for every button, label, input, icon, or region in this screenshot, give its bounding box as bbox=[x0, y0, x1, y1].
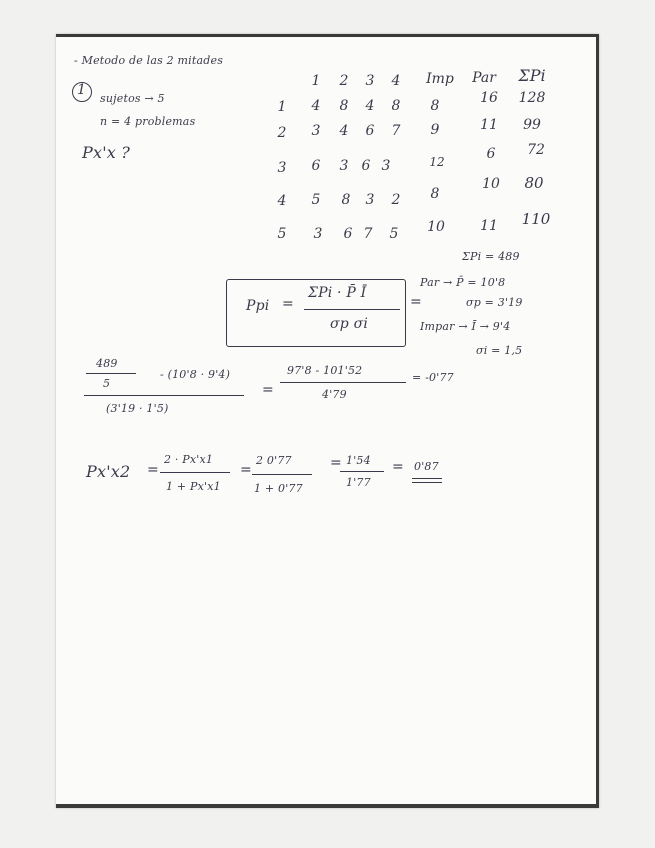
calc1-mid-num: 97'8 - 101'52 bbox=[287, 364, 363, 377]
row-id: 2 bbox=[277, 125, 287, 141]
table-cell: 2 bbox=[391, 192, 401, 208]
calc2-f2-num: 2 0'77 bbox=[256, 454, 292, 467]
col-header: 1 bbox=[311, 73, 321, 89]
table-cell: 10 bbox=[482, 176, 500, 192]
col-header: ΣPi bbox=[518, 66, 546, 85]
table-cell: 11 bbox=[480, 117, 498, 133]
question: Px'x ? bbox=[82, 143, 131, 162]
problem-number: 1 bbox=[77, 82, 87, 98]
table-cell: 3 bbox=[381, 158, 391, 174]
calc2-f2-bar bbox=[252, 474, 312, 475]
result-underline-1 bbox=[412, 478, 442, 479]
table-cell: 6 bbox=[361, 158, 371, 174]
table-cell: 6 bbox=[311, 158, 321, 174]
calc1-denominator: (3'19 · 1'5) bbox=[106, 402, 169, 415]
table-cell: 72 bbox=[527, 142, 545, 158]
table-cell: 8 bbox=[341, 192, 351, 208]
row-id: 1 bbox=[277, 99, 287, 115]
page-bottom-edge bbox=[56, 804, 599, 808]
n-problemas-note: n = 4 problemas bbox=[100, 115, 196, 128]
table-cell: 8 bbox=[339, 98, 349, 114]
page-header: - Metodo de las 2 mitades bbox=[74, 54, 224, 67]
side-note-impar: Impar → Ī → 9'4 bbox=[420, 320, 511, 333]
table-cell: 5 bbox=[389, 226, 399, 242]
page-right-edge bbox=[596, 34, 599, 808]
table-cell: 110 bbox=[521, 210, 551, 228]
calc2-f3-den: 1'77 bbox=[346, 476, 371, 489]
calc1-top: 489 bbox=[96, 357, 118, 370]
side-note-sigma-p: σp = 3'19 bbox=[466, 296, 523, 309]
table-cell: 4 bbox=[365, 98, 375, 114]
table-cell: 5 bbox=[311, 192, 321, 208]
sujetos-note: sujetos → 5 bbox=[100, 92, 165, 105]
table-cell: 3 bbox=[311, 123, 321, 139]
table-cell: 4 bbox=[339, 123, 349, 139]
table-cell: 3 bbox=[313, 226, 323, 242]
table-cell: 3 bbox=[365, 192, 375, 208]
formula-tail-equals: = bbox=[410, 294, 422, 310]
table-cell: 12 bbox=[429, 155, 445, 169]
calc2-f1-bar bbox=[160, 472, 230, 473]
row-id: 3 bbox=[277, 160, 287, 176]
calc2-result: 0'87 bbox=[414, 460, 439, 473]
col-header: 3 bbox=[365, 73, 375, 89]
calc2-f1-num: 2 · Px'x1 bbox=[164, 453, 214, 466]
row-id: 4 bbox=[277, 193, 287, 209]
page-top-edge bbox=[56, 34, 599, 37]
formula-numerator: ΣPi · P̄ Ī bbox=[308, 285, 367, 301]
table-cell: 7 bbox=[391, 123, 401, 139]
calc1-equals: = bbox=[262, 382, 274, 398]
calc1-minus-part: - (10'8 · 9'4) bbox=[160, 368, 231, 381]
calc2-f2-den: 1 + 0'77 bbox=[254, 482, 303, 495]
calc2-equals-3: = bbox=[330, 455, 342, 471]
calc2-equals-2: = bbox=[240, 462, 252, 478]
table-cell: 80 bbox=[524, 174, 544, 192]
side-note-sigma-i: σi = 1,5 bbox=[476, 344, 523, 357]
table-cell: 6 bbox=[486, 146, 496, 162]
calc1-mid-bar bbox=[280, 382, 406, 383]
formula-denominator: σp σi bbox=[330, 316, 369, 332]
table-cell: 10 bbox=[427, 219, 445, 235]
table-cell: 6 bbox=[343, 226, 353, 242]
calc1-main-bar bbox=[84, 395, 244, 396]
table-cell: 9 bbox=[430, 122, 440, 138]
calc2-f1-den: 1 + Px'x1 bbox=[166, 480, 221, 493]
table-cell: 8 bbox=[430, 98, 440, 114]
calc1-five: 5 bbox=[103, 377, 111, 390]
calc2-f3-num: 1'54 bbox=[346, 454, 371, 467]
table-cell: 99 bbox=[523, 117, 541, 133]
col-header: Par bbox=[472, 70, 496, 86]
calc2-f3-bar bbox=[340, 471, 384, 472]
table-cell: 7 bbox=[363, 226, 373, 242]
table-cell: 128 bbox=[518, 90, 546, 106]
side-note-par: Par → P̄ = 10'8 bbox=[420, 276, 506, 289]
formula-fraction-bar bbox=[304, 309, 400, 310]
calc1-small-bar bbox=[86, 373, 136, 374]
calc1-result: = -0'77 bbox=[412, 371, 454, 384]
table-cell: 16 bbox=[480, 90, 498, 106]
table-cell: 11 bbox=[480, 218, 498, 234]
table-cell: 8 bbox=[391, 98, 401, 114]
col-header: 2 bbox=[339, 73, 349, 89]
table-cell: 8 bbox=[430, 186, 440, 202]
table-cell: 4 bbox=[311, 98, 321, 114]
formula-lhs: Ppi bbox=[246, 298, 270, 314]
result-underline-2 bbox=[412, 482, 442, 483]
row-id: 5 bbox=[277, 226, 287, 242]
table-cell: 6 bbox=[365, 123, 375, 139]
sum-note: ΣPi = 489 bbox=[462, 250, 520, 263]
col-header: Imp bbox=[426, 71, 454, 87]
calc1-mid-den: 4'79 bbox=[322, 388, 347, 401]
calc2-lhs: Px'x2 bbox=[86, 462, 131, 481]
calc2-equals-1: = bbox=[147, 462, 159, 478]
table-cell: 3 bbox=[339, 158, 349, 174]
calc2-equals-4: = bbox=[392, 459, 404, 475]
formula-equals: = bbox=[282, 296, 294, 312]
col-header: 4 bbox=[391, 73, 401, 89]
